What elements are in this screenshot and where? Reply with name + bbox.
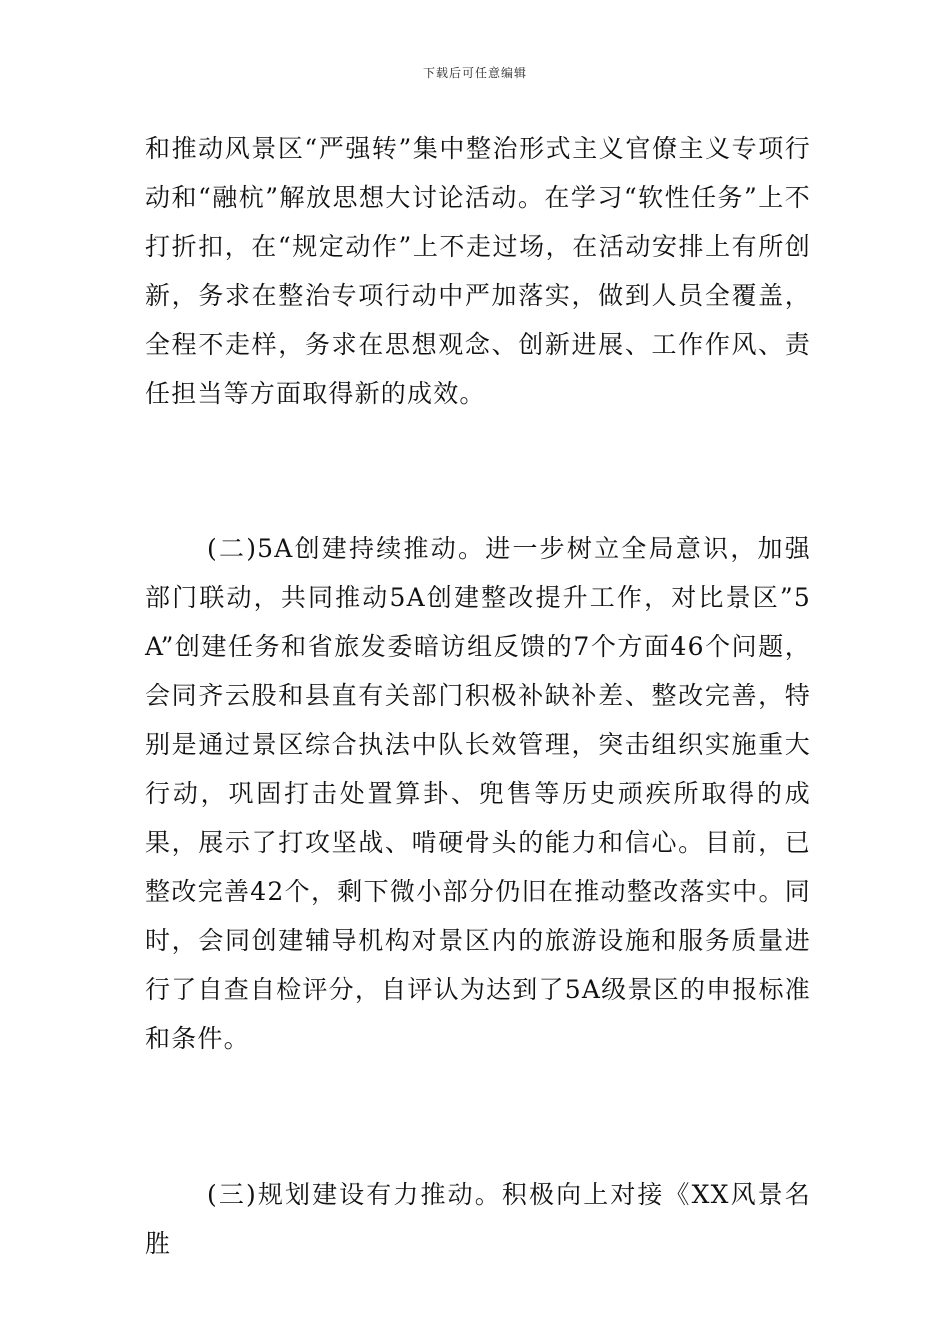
page-header: 下载后可任意编辑	[422, 66, 527, 80]
paragraph-2: (二)5A创建持续推动。进一步树立全局意识，加强部门联动，共同推动5A创建整改提升工作，对比景区”5A”创建任务和省旅发委暗访组反馈的7个方面46个问题，会同齐云股和县直有关部门积极补缺补差、整改完善，特别是通过景区综合执法中队长效管理，突击组织实施重大行动，巩固打击处置算卦、兜售等历史顽疾所取得的成果，展示了打攻坚战、啃硬骨头的能力和信心。目前，已整改完善42个，剩下微小部分仍旧在推动整改落实中。同时，会同创建辅导机构对景区内的旅游设施和服务质量进行了自查自检评分，自评认为达到了5A级景区的申报标准和条件。	[145, 534, 811, 1053]
paragraph-1: 和推动风景区“严强转”集中整治形式主义官僚主义专项行动和“融杭”解放思想大讨论活动。在学习“软性任务”上不打折扣，在“规定动作”上不走过场，在活动安排上有所创新，务求在整治专项行动中严加落实，做到人员全覆盖，全程不走样，务求在思想观念、创新进展、工作作风、责任担当等方面取得新的成效。	[145, 134, 811, 408]
paragraph-3: (三)规划建设有力推动。积极向上对接《XX风景名胜	[145, 1180, 811, 1258]
